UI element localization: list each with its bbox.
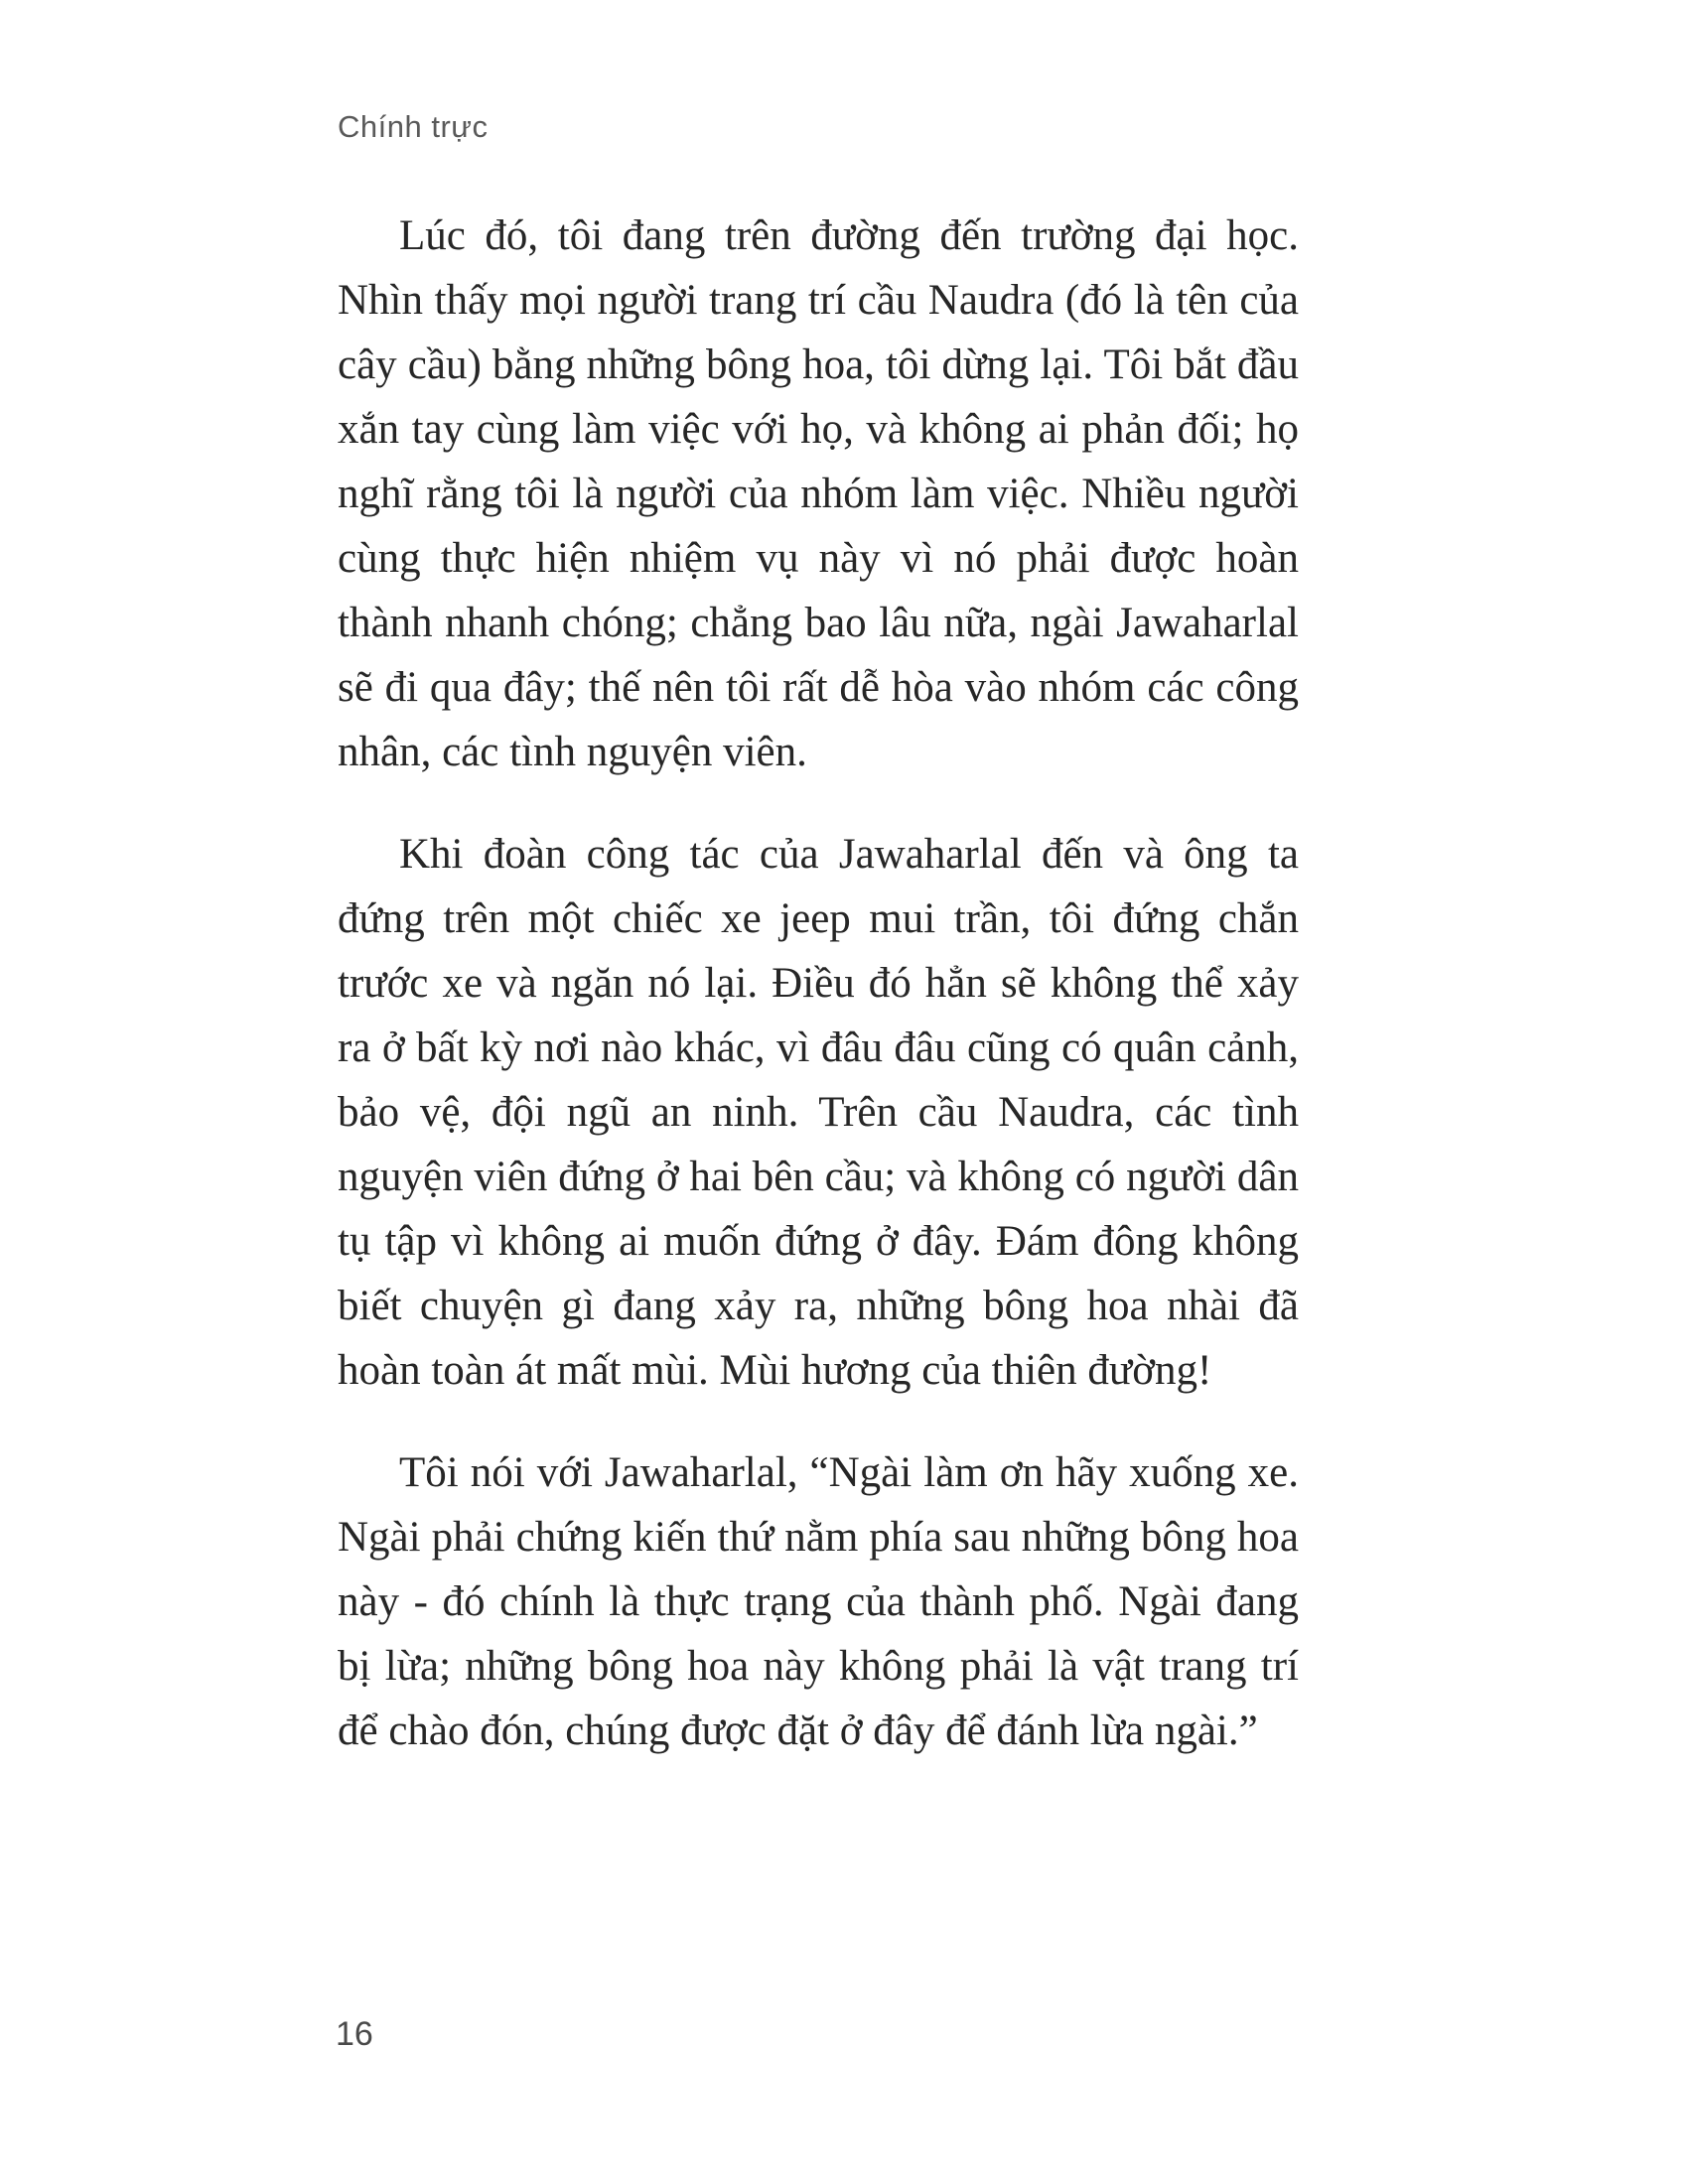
- body-paragraph: Lúc đó, tôi đang trên đường đến trường đại học. Nhìn thấy mọi người trang trí cầu Naudra (đó là tên của cây cầu) bằng những bông hoa, tôi dừng lại. Tôi bắt đầu xắn tay cùng làm việc với họ, và không ai phản đối; họ nghĩ rằng tôi là người của nhóm làm việc. Nhiều người cùng thực hiện nhiệm vụ này vì nó phải được hoàn thành nhanh chóng; chẳng bao lâu nữa, ngài Jawaharlal sẽ đi qua đây; thế nên tôi rất dễ hòa vào nhóm các công nhân, các tình nguyện viên.: [338, 212, 1299, 775]
- body-paragraph: Tôi nói với Jawaharlal, “Ngài làm ơn hãy xuống xe. Ngài phải chứng kiến thứ nằm phía sau những bông hoa này - đó chính là thực trạng của thành phố. Ngài đang bị lừa; những bông hoa này không phải là vật trang trí để chào đón, chúng được đặt ở đây để đánh lừa ngài.”: [338, 1449, 1299, 1754]
- running-header: Chính trực: [338, 109, 489, 144]
- page-number: 16: [336, 2015, 373, 2053]
- page-body: [338, 204, 1299, 1801]
- body-paragraph: Khi đoàn công tác của Jawaharlal đến và ông ta đứng trên một chiếc xe jeep mui trần, tôi đứng chắn trước xe và ngăn nó lại. Điều đó hẳn sẽ không thể xảy ra ở bất kỳ nơi nào khác, vì đâu đâu cũng có quân cảnh, bảo vệ, đội ngũ an ninh. Trên cầu Naudra, các tình nguyện viên đứng ở hai bên cầu; và không có người dân tụ tập vì không ai muốn đứng ở đây. Đám đông không biết chuyện gì đang xảy ra, những bông hoa nhài đã hoàn toàn át mất mùi. Mùi hương của thiên đường!: [338, 831, 1299, 1394]
